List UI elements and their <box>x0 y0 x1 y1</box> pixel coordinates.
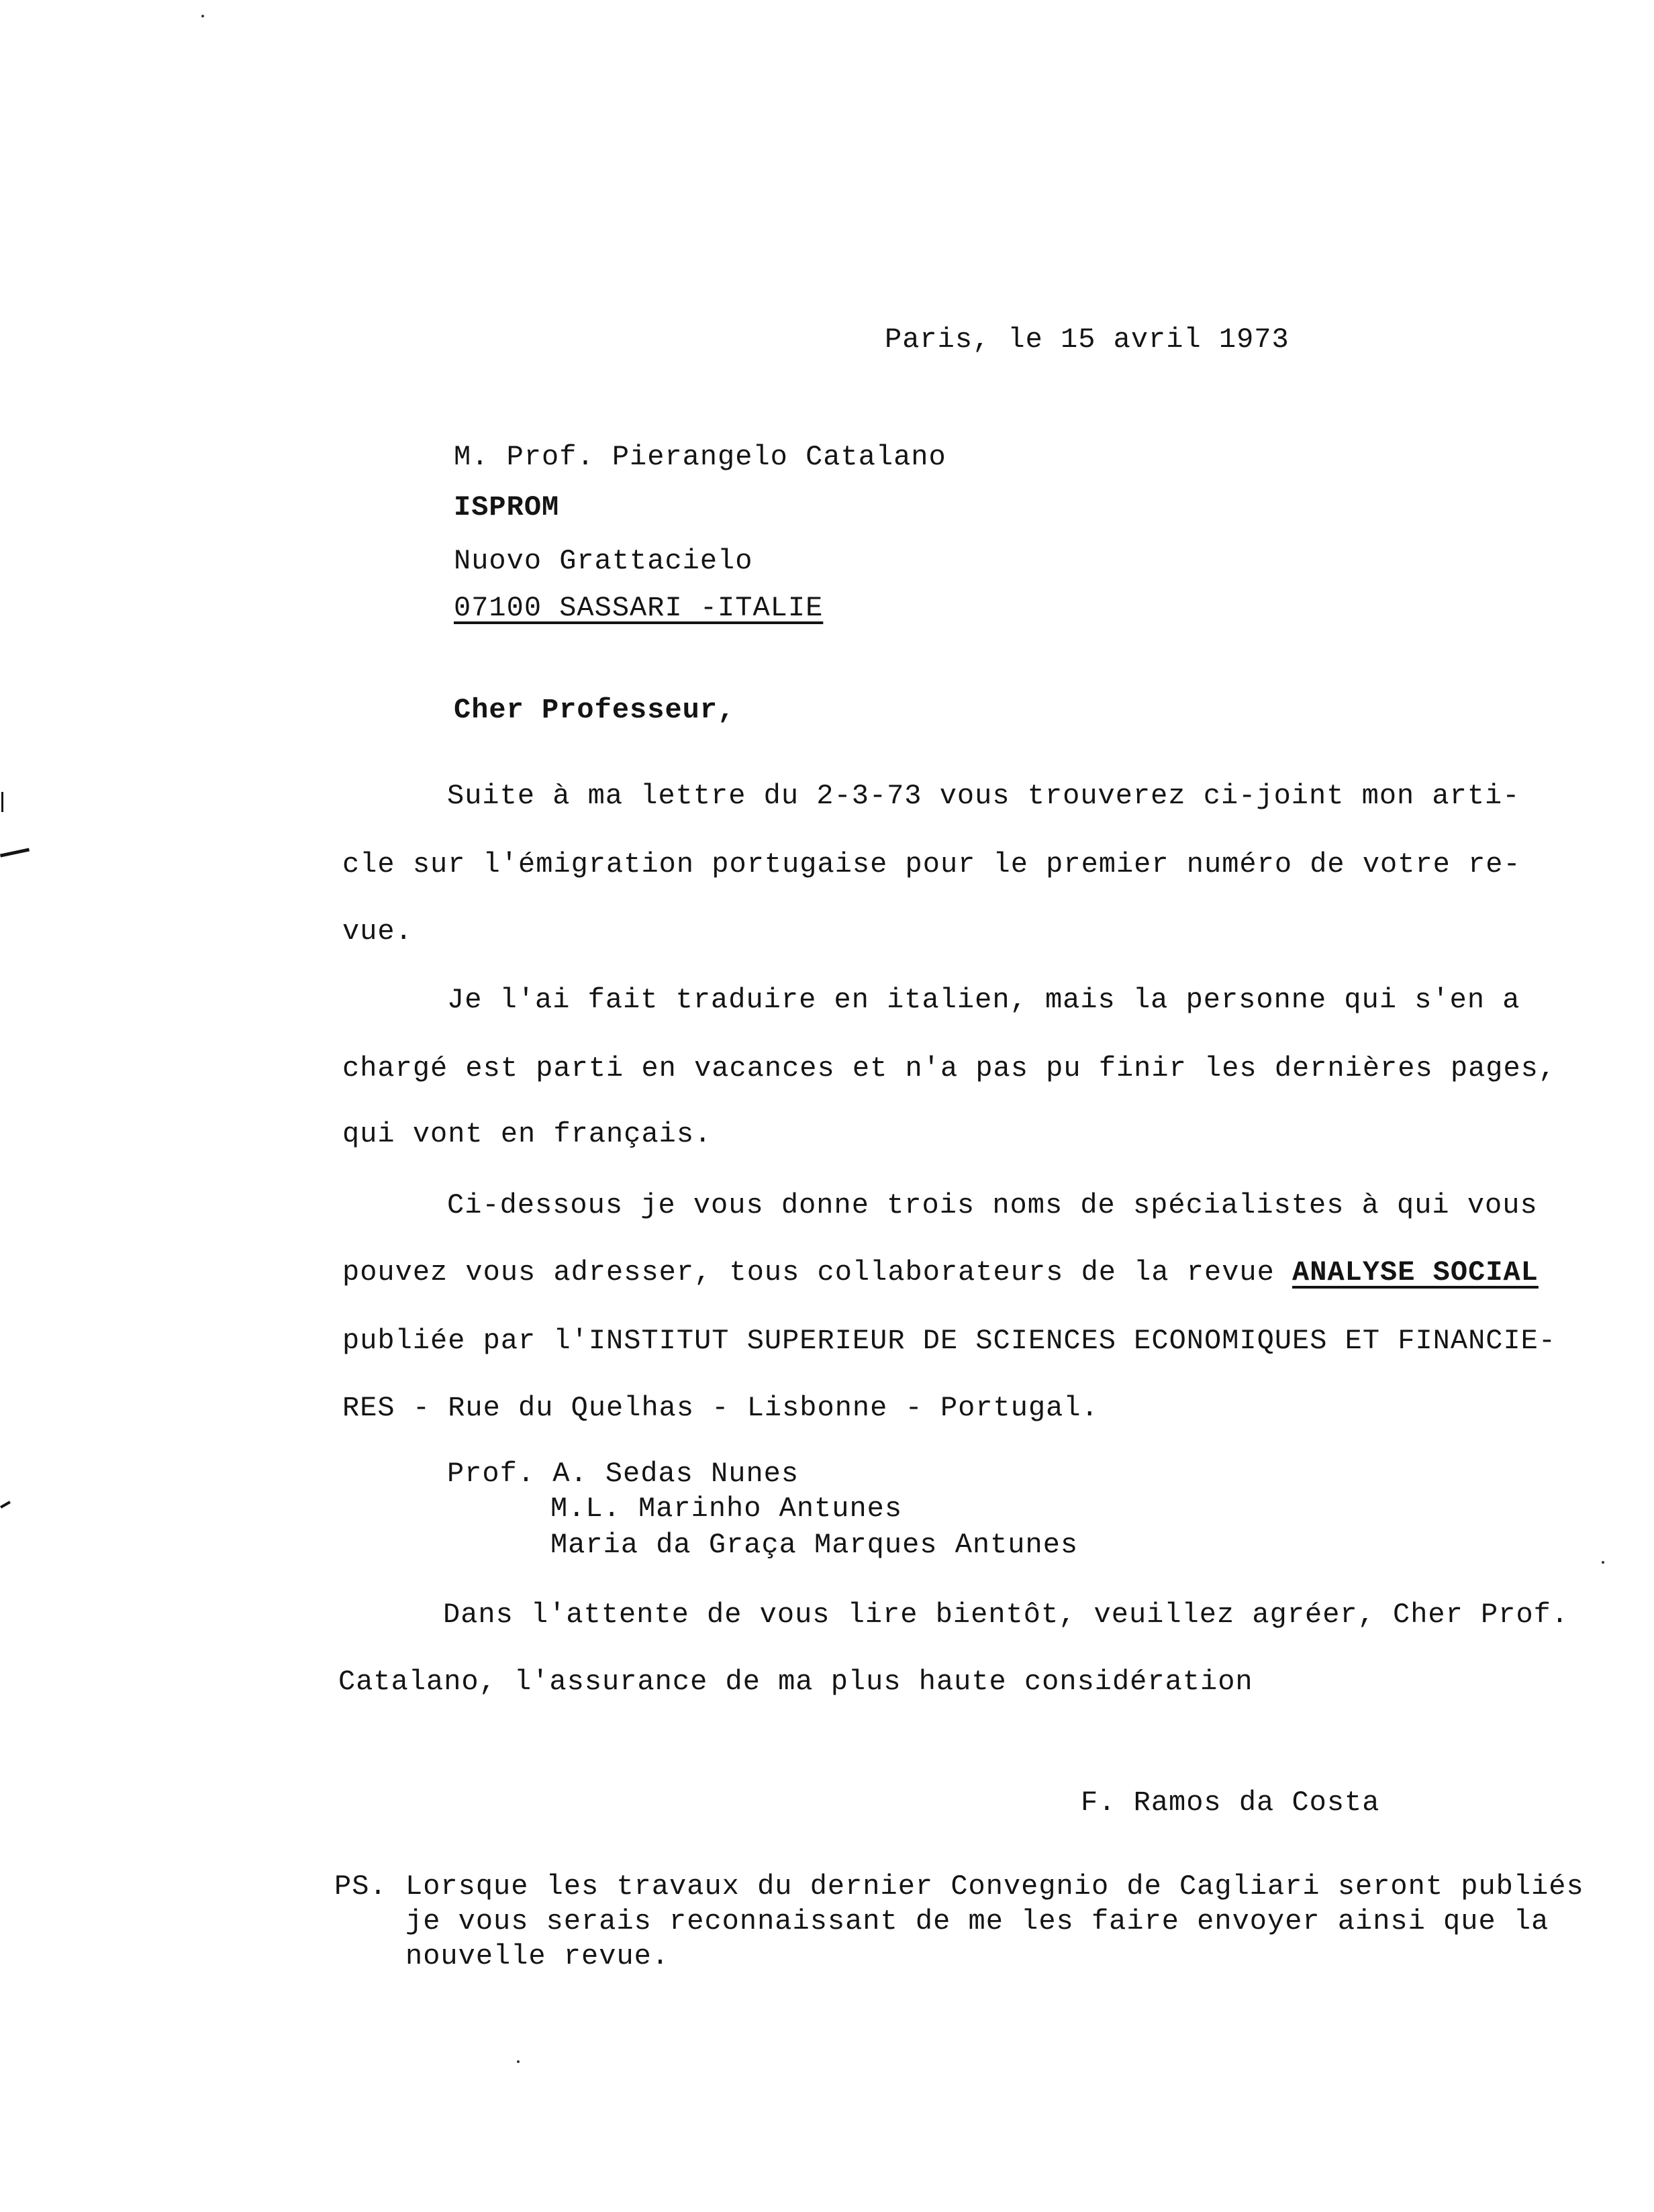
postscript-line: nouvelle revue. <box>405 1940 670 1972</box>
paragraph-line: vue. <box>342 915 413 948</box>
postscript-line: Lorsque les travaux du dernier Convegnio de Cagliari seront publiés <box>405 1870 1584 1903</box>
scan-mark <box>0 848 30 857</box>
list-item: Maria da Graça Marques Antunes <box>550 1529 1079 1561</box>
paragraph-line: chargé est parti en vacances et n'a pas pu finir les dernières pages, <box>342 1052 1557 1085</box>
closing-line: Dans l'attente de vous lire bientôt, veuillez agréer, Cher Prof. <box>443 1599 1569 1631</box>
address-line-org: ISPROM <box>454 491 560 523</box>
list-item: Prof. A. Sedas Nunes <box>447 1458 799 1490</box>
paragraph-line: Je l'ai fait traduire en italien, mais la personne qui s'en a <box>447 984 1520 1016</box>
postscript-label: PS. <box>334 1870 387 1903</box>
signature: F. Ramos da Costa <box>1081 1787 1380 1819</box>
scan-mark <box>1 792 3 812</box>
paragraph-line: qui vont en français. <box>342 1118 712 1150</box>
salutation: Cher Professeur, <box>454 694 736 726</box>
paragraph-line: cle sur l'émigration portugaise pour le premier numéro de votre re- <box>342 848 1521 881</box>
list-item: M.L. Marinho Antunes <box>550 1493 903 1525</box>
paragraph-line: Ci-dessous je vous donne trois noms de spécialistes à qui vous <box>447 1189 1538 1221</box>
address-line-building: Nuovo Grattacielo <box>454 545 753 577</box>
paragraph-text: pouvez vous adresser, tous collaborateurs de la revue <box>342 1256 1293 1289</box>
paragraph-line: publiée par l'INSTITUT SUPERIEUR DE SCIENCES ECONOMIQUES ET FINANCIE- <box>342 1325 1557 1357</box>
postscript-line: je vous serais reconnaissant de me les faire envoyer ainsi que la <box>405 1905 1549 1938</box>
scan-mark <box>0 1501 11 1508</box>
scan-speck <box>517 2060 520 2063</box>
paragraph-line <box>342 1255 1539 1290</box>
address-line-city: 07100 SASSARI -ITALIE <box>454 592 824 624</box>
paragraph-line: Suite à ma lettre du 2-3-73 vous trouverez ci-joint mon arti- <box>447 780 1520 812</box>
scan-speck <box>1602 1561 1604 1564</box>
address-line-name: M. Prof. Pierangelo Catalano <box>454 441 946 473</box>
paragraph-line: RES - Rue du Quelhas - Lisbonne - Portugal. <box>342 1392 1099 1424</box>
letter-date: Paris, le 15 avril 1973 <box>885 323 1290 356</box>
journal-title: ANALYSE SOCIAL <box>1292 1256 1539 1289</box>
scan-speck <box>201 15 204 17</box>
closing-line: Catalano, l'assurance de ma plus haute considération <box>338 1666 1253 1698</box>
